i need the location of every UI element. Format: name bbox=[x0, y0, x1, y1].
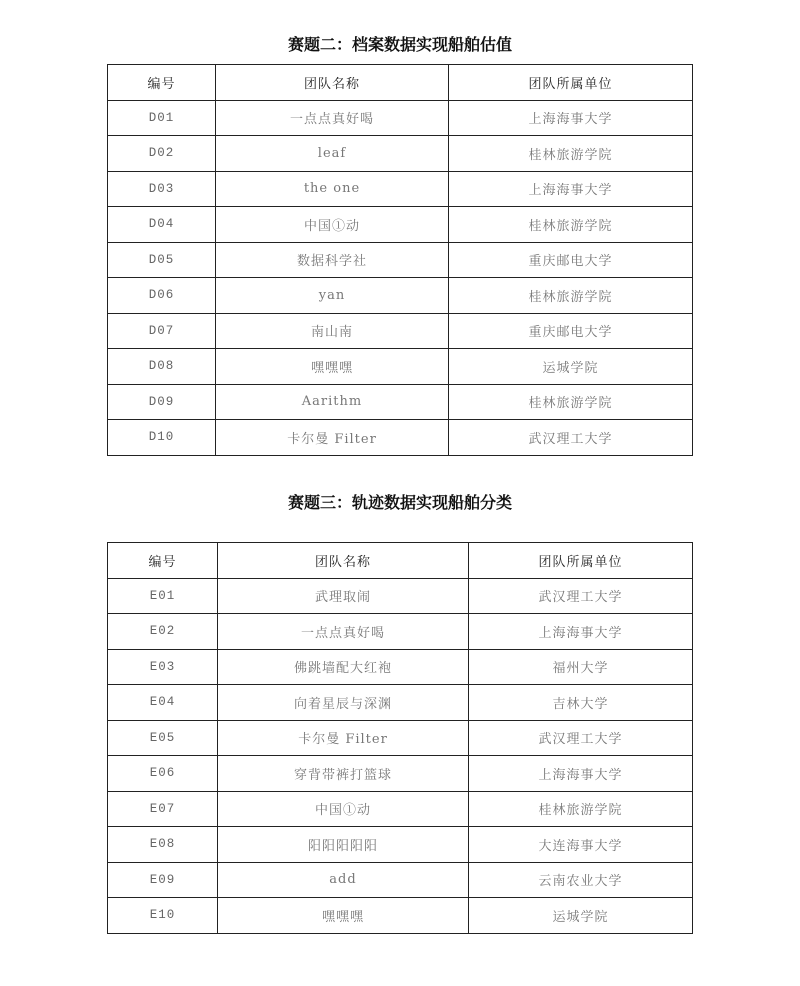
table-row bbox=[108, 756, 693, 792]
cell-id: E07 bbox=[108, 791, 218, 827]
table-row bbox=[108, 242, 693, 278]
table-row bbox=[108, 420, 693, 456]
cell-team-name: 一点点真好喝 bbox=[216, 100, 449, 136]
table-row bbox=[108, 827, 693, 863]
table-row bbox=[108, 578, 693, 614]
cell-team-unit: 武汉理工大学 bbox=[449, 420, 693, 456]
table-row bbox=[108, 720, 693, 756]
cell-team-name: 武理取闹 bbox=[218, 578, 469, 614]
cell-team-name: 嘿嘿嘿 bbox=[218, 898, 469, 934]
cell-team-unit: 吉林大学 bbox=[469, 685, 693, 721]
table-row bbox=[108, 614, 693, 650]
cell-team-unit: 武汉理工大学 bbox=[469, 578, 693, 614]
cell-team-unit: 重庆邮电大学 bbox=[449, 242, 693, 278]
header-id: 编号 bbox=[108, 65, 216, 101]
cell-id: E08 bbox=[108, 827, 218, 863]
team-table-task3 bbox=[107, 542, 693, 934]
cell-team-name: 嘿嘿嘿 bbox=[216, 349, 449, 385]
cell-team-unit: 云南农业大学 bbox=[469, 862, 693, 898]
cell-id: D08 bbox=[108, 349, 216, 385]
table-header-row bbox=[108, 65, 693, 101]
cell-team-name: 中国①动 bbox=[216, 207, 449, 243]
cell-id: E06 bbox=[108, 756, 218, 792]
table-row bbox=[108, 791, 693, 827]
header-id: 编号 bbox=[108, 543, 218, 579]
cell-team-unit: 上海海事大学 bbox=[449, 100, 693, 136]
cell-team-unit: 上海海事大学 bbox=[469, 614, 693, 650]
cell-team-name: 穿背带裤打篮球 bbox=[218, 756, 469, 792]
team-table-task2 bbox=[107, 64, 693, 456]
cell-team-unit: 桂林旅游学院 bbox=[449, 384, 693, 420]
cell-team-unit: 运城学院 bbox=[469, 898, 693, 934]
cell-team-name: leaf bbox=[216, 136, 449, 172]
table-row bbox=[108, 384, 693, 420]
cell-team-name: 阳阳阳阳阳 bbox=[218, 827, 469, 863]
cell-id: E02 bbox=[108, 614, 218, 650]
cell-team-name: yan bbox=[216, 278, 449, 314]
table-row bbox=[108, 171, 693, 207]
cell-team-name: 数据科学社 bbox=[216, 242, 449, 278]
table-row bbox=[108, 207, 693, 243]
header-team-unit: 团队所属单位 bbox=[449, 65, 693, 101]
table-row bbox=[108, 136, 693, 172]
cell-id: D10 bbox=[108, 420, 216, 456]
cell-team-unit: 桂林旅游学院 bbox=[449, 207, 693, 243]
cell-team-unit: 上海海事大学 bbox=[449, 171, 693, 207]
table-row bbox=[108, 313, 693, 349]
cell-team-unit: 福州大学 bbox=[469, 649, 693, 685]
cell-team-unit: 武汉理工大学 bbox=[469, 720, 693, 756]
cell-id: E03 bbox=[108, 649, 218, 685]
header-team-unit: 团队所属单位 bbox=[469, 543, 693, 579]
table-row bbox=[108, 349, 693, 385]
cell-id: D06 bbox=[108, 278, 216, 314]
cell-id: E04 bbox=[108, 685, 218, 721]
cell-team-unit: 大连海事大学 bbox=[469, 827, 693, 863]
cell-team-name: 卡尔曼 Filter bbox=[218, 720, 469, 756]
cell-team-name: 中国①动 bbox=[218, 791, 469, 827]
cell-team-name: 一点点真好喝 bbox=[218, 614, 469, 650]
cell-team-name: the one bbox=[216, 171, 449, 207]
cell-id: D09 bbox=[108, 384, 216, 420]
cell-id: D04 bbox=[108, 207, 216, 243]
cell-team-unit: 桂林旅游学院 bbox=[469, 791, 693, 827]
cell-id: D07 bbox=[108, 313, 216, 349]
cell-team-unit: 重庆邮电大学 bbox=[449, 313, 693, 349]
cell-team-unit: 上海海事大学 bbox=[469, 756, 693, 792]
cell-team-unit: 桂林旅游学院 bbox=[449, 136, 693, 172]
cell-id: D05 bbox=[108, 242, 216, 278]
cell-team-unit: 运城学院 bbox=[449, 349, 693, 385]
cell-team-name: 佛跳墙配大红袍 bbox=[218, 649, 469, 685]
table-row bbox=[108, 100, 693, 136]
cell-team-name: 南山南 bbox=[216, 313, 449, 349]
table-row bbox=[108, 278, 693, 314]
cell-id: D01 bbox=[108, 100, 216, 136]
table-header-row bbox=[108, 543, 693, 579]
table-row bbox=[108, 862, 693, 898]
cell-team-name: 向着星辰与深渊 bbox=[218, 685, 469, 721]
cell-id: E09 bbox=[108, 862, 218, 898]
cell-team-name: 卡尔曼 Filter bbox=[216, 420, 449, 456]
cell-team-name: Aarithm bbox=[216, 384, 449, 420]
cell-id: E05 bbox=[108, 720, 218, 756]
cell-id: D02 bbox=[108, 136, 216, 172]
table-row bbox=[108, 685, 693, 721]
section-title-task2: 赛题二：档案数据实现船舶估值 bbox=[287, 35, 512, 54]
cell-team-unit: 桂林旅游学院 bbox=[449, 278, 693, 314]
cell-team-name: add bbox=[218, 862, 469, 898]
cell-id: D03 bbox=[108, 171, 216, 207]
header-team-name: 团队名称 bbox=[218, 543, 469, 579]
table-row bbox=[108, 898, 693, 934]
section-title-task3: 赛题三：轨迹数据实现船舶分类 bbox=[287, 493, 512, 512]
header-team-name: 团队名称 bbox=[216, 65, 449, 101]
cell-id: E10 bbox=[108, 898, 218, 934]
table-row bbox=[108, 649, 693, 685]
cell-id: E01 bbox=[108, 578, 218, 614]
